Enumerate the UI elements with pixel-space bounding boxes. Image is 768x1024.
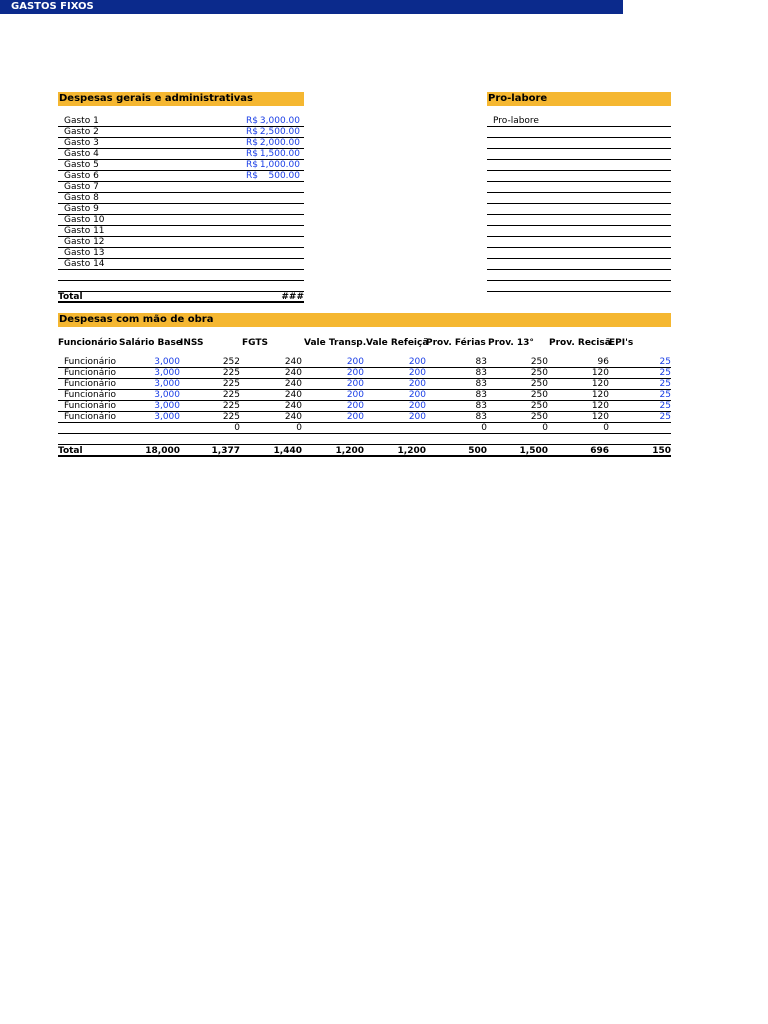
table-row (58, 127, 304, 138)
cell-value: 120 (591, 368, 609, 378)
table-row (58, 270, 304, 281)
table-row (487, 138, 671, 149)
cell-value: 200 (346, 401, 364, 411)
cell-value: 250 (530, 379, 548, 389)
row-label: Gasto 2 (64, 127, 99, 137)
total-value: 1,200 (335, 446, 364, 456)
table-row (58, 401, 671, 412)
row-label: Gasto 13 (64, 248, 105, 258)
table-row (487, 226, 671, 237)
cell-value: 225 (222, 412, 240, 422)
cell-value: 200 (408, 401, 426, 411)
row-label: Funcionário (64, 379, 116, 389)
table-row (487, 149, 671, 160)
column-header: Vale Transp. (304, 338, 367, 348)
cell-value: 0 (481, 423, 487, 433)
cell-value: 83 (475, 390, 487, 400)
cell-value: 0 (603, 423, 609, 433)
table-row (58, 357, 671, 368)
total-value: ### (281, 292, 304, 302)
cell-value: 250 (530, 412, 548, 422)
section-title-mao-de-obra: Despesas com mão de obra (59, 314, 214, 325)
cell-value: 83 (475, 401, 487, 411)
table-row (487, 127, 671, 138)
column-header: EPI's (609, 338, 634, 348)
column-header: FGTS (242, 338, 268, 348)
row-label: Funcionário (64, 357, 116, 367)
cell-value: 3,000 (154, 357, 180, 367)
total-value: 1,200 (397, 446, 426, 456)
cell-value: 120 (591, 401, 609, 411)
cell-value: 83 (475, 412, 487, 422)
column-header: Prov. Férias (426, 338, 486, 348)
row-label: Gasto 7 (64, 182, 99, 192)
table-row (487, 160, 671, 171)
table-row (487, 237, 671, 248)
row-label: Gasto 8 (64, 193, 99, 203)
row-label: Gasto 10 (64, 215, 105, 225)
section-header-mao-de-obra (58, 313, 671, 327)
cell-value: 25 (659, 357, 671, 367)
table-row (487, 215, 671, 226)
row-label: Gasto 6 (64, 171, 99, 181)
cell-value: 3,000 (154, 412, 180, 422)
column-header: Prov. Recisã (549, 338, 611, 348)
row-label: Gasto 12 (64, 237, 105, 247)
table-row (58, 259, 304, 270)
sheet-title-bar (0, 0, 623, 14)
cell-value: 250 (530, 401, 548, 411)
cell-value: 3,000 (154, 379, 180, 389)
total-value: 1,377 (211, 446, 240, 456)
currency-symbol: R$ (246, 138, 258, 148)
row-label: Gasto 14 (64, 259, 105, 269)
row-label: Funcionário (64, 412, 116, 422)
cell-value: 240 (284, 357, 302, 367)
cell-value: 240 (284, 390, 302, 400)
cell-value: 83 (475, 368, 487, 378)
row-value: 2,000.00 (259, 138, 300, 148)
section-header-despesas-gerais (58, 92, 304, 106)
cell-value: 25 (659, 401, 671, 411)
cell-value: 240 (284, 368, 302, 378)
table-row (487, 204, 671, 215)
cell-value: 225 (222, 379, 240, 389)
row-label: Gasto 3 (64, 138, 99, 148)
row-value: 1,000.00 (259, 160, 300, 170)
table-row (58, 182, 304, 193)
cell-value: 200 (346, 379, 364, 389)
total-row (58, 446, 671, 457)
cell-value: 200 (346, 357, 364, 367)
table-row (58, 226, 304, 237)
table-row (58, 423, 671, 434)
table-row (58, 204, 304, 215)
cell-value: 83 (475, 357, 487, 367)
cell-value: 120 (591, 390, 609, 400)
row-label: Pro-labore (493, 116, 539, 126)
table-row (58, 368, 671, 379)
table-row (58, 171, 304, 182)
row-label: Gasto 4 (64, 149, 99, 159)
table-row (58, 237, 304, 248)
row-label: Gasto 5 (64, 160, 99, 170)
currency-symbol: R$ (246, 171, 258, 181)
cell-value: 96 (597, 357, 609, 367)
cell-value: 25 (659, 379, 671, 389)
table-row (58, 281, 304, 292)
cell-value: 120 (591, 379, 609, 389)
table-row (58, 116, 304, 127)
table-row (487, 171, 671, 182)
cell-value: 120 (591, 412, 609, 422)
row-label: Funcionário (64, 368, 116, 378)
row-value: 2,500.00 (259, 127, 300, 137)
section-title-pro-labore: Pro-labore (488, 93, 548, 104)
row-value: 3,000.00 (259, 116, 300, 126)
total-row (58, 292, 304, 303)
cell-value: 3,000 (154, 390, 180, 400)
sheet-title: GASTOS FIXOS (11, 1, 94, 12)
row-value: 500.00 (268, 171, 300, 181)
cell-value: 250 (530, 357, 548, 367)
cell-value: 225 (222, 401, 240, 411)
table-row (487, 270, 671, 281)
table-row (58, 215, 304, 226)
cell-value: 200 (346, 368, 364, 378)
cell-value: 25 (659, 368, 671, 378)
column-header: Funcionário (58, 338, 118, 348)
table-row (58, 379, 671, 390)
row-label: Funcionário (64, 401, 116, 411)
table-row (58, 412, 671, 423)
row-label: Gasto 9 (64, 204, 99, 214)
total-value: 1,500 (519, 446, 548, 456)
cell-value: 200 (346, 412, 364, 422)
cell-value: 200 (408, 357, 426, 367)
cell-value: 3,000 (154, 401, 180, 411)
cell-value: 200 (408, 412, 426, 422)
section-title-despesas-gerais: Despesas gerais e administrativas (59, 93, 253, 104)
column-header: INSS (180, 338, 204, 348)
currency-symbol: R$ (246, 116, 258, 126)
cell-value: 0 (296, 423, 302, 433)
table-row (58, 434, 671, 445)
cell-value: 200 (408, 379, 426, 389)
cell-value: 250 (530, 390, 548, 400)
column-header: Vale Refeiçã (366, 338, 429, 348)
cell-value: 250 (530, 368, 548, 378)
cell-value: 200 (408, 368, 426, 378)
total-value: 1,440 (273, 446, 302, 456)
cell-value: 25 (659, 412, 671, 422)
column-header: Salário Base (119, 338, 182, 348)
currency-symbol: R$ (246, 149, 258, 159)
total-label: Total (58, 292, 83, 302)
cell-value: 240 (284, 401, 302, 411)
row-label: Funcionário (64, 390, 116, 400)
row-value: 1,500.00 (259, 149, 300, 159)
total-value: 500 (468, 446, 487, 456)
cell-value: 252 (222, 357, 240, 367)
table-row (58, 160, 304, 171)
currency-symbol: R$ (246, 127, 258, 137)
table-row (487, 281, 671, 292)
currency-symbol: R$ (246, 160, 258, 170)
cell-value: 200 (408, 390, 426, 400)
cell-value: 225 (222, 390, 240, 400)
cell-value: 240 (284, 379, 302, 389)
table-row (487, 248, 671, 259)
total-value: 18,000 (145, 446, 180, 456)
table-row (58, 248, 304, 259)
row-label: Gasto 1 (64, 116, 99, 126)
cell-value: 25 (659, 390, 671, 400)
table-row (487, 259, 671, 270)
table-row (487, 182, 671, 193)
total-label: Total (58, 446, 83, 456)
table-row (58, 149, 304, 160)
cell-value: 240 (284, 412, 302, 422)
cell-value: 200 (346, 390, 364, 400)
table-row (58, 138, 304, 149)
section-header-pro-labore (487, 92, 671, 106)
table-row (487, 193, 671, 204)
table-row (487, 116, 671, 127)
cell-value: 83 (475, 379, 487, 389)
table-row (58, 193, 304, 204)
total-value: 696 (590, 446, 609, 456)
row-label: Gasto 11 (64, 226, 105, 236)
total-value: 150 (652, 446, 671, 456)
cell-value: 0 (234, 423, 240, 433)
table-row (58, 390, 671, 401)
cell-value: 3,000 (154, 368, 180, 378)
cell-value: 225 (222, 368, 240, 378)
cell-value: 0 (542, 423, 548, 433)
column-header: Prov. 13° (488, 338, 534, 348)
